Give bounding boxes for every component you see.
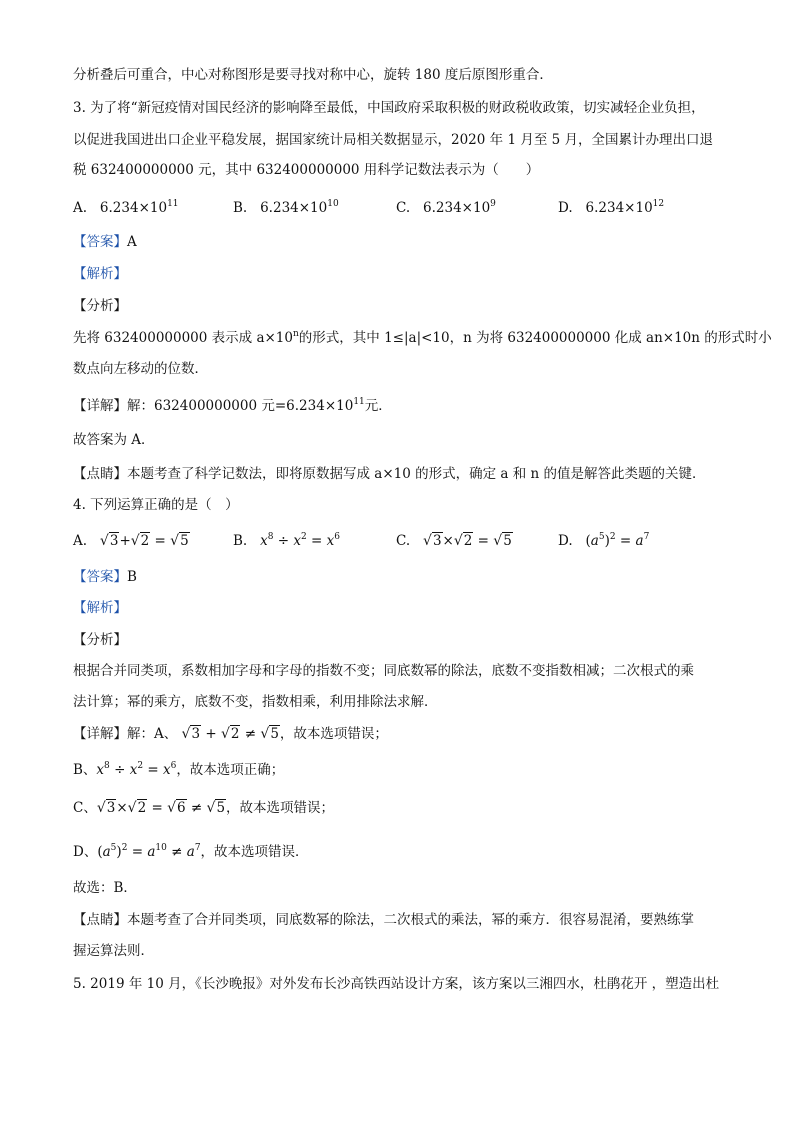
option-letter: B. (233, 533, 248, 549)
q4-detail-c (73, 799, 334, 817)
option-letter: D. (558, 533, 573, 549)
text-line: 分析叠后可重合，中心对称图形是要寻找对称中心，旋转 180 度后原图形重合． (73, 67, 553, 83)
analysis-tag: 【解析】 (73, 600, 127, 616)
option-a (73, 532, 190, 550)
q3-analysis-line-1 (73, 329, 772, 347)
q3-analysis-line-2: 数点向左移动的位数． (73, 361, 208, 377)
answer-tag: 【答案】 (73, 234, 127, 250)
q4-analysis-line-2: 法计算；幂的乘方，底数不变，指数相乘，利用排除法求解． (73, 694, 438, 710)
text-span: 元． (364, 398, 392, 414)
option-letter: A. (73, 533, 88, 549)
option-value: 6.234×10 (99, 200, 168, 216)
option-c (396, 199, 496, 217)
option-value: 6.234×10 (260, 200, 328, 216)
text-span: 的形式，其中 1≤|a|<10，n 为将 632400000000 化成 an×10n 的形式时小 (298, 330, 772, 346)
q3-dianjing: 【点睛】本题考查了科学记数法，即将原数据写成 a×10 的形式，确定 a 和 n 的值是解答此类题的关键． (73, 466, 706, 482)
answer-tag: 【答案】 (73, 569, 127, 585)
question-3-line-2: 以促进我国进出口企业平稳发展，据国家统计局相关数据显示，2020 年 1 月至 5 月，全国累计办理出口退 (73, 132, 713, 148)
math-expression: $(a^5)^2 = a^{10} \ne a^7$ (97, 843, 201, 860)
answer-line (73, 568, 137, 586)
option-letter: C. (396, 200, 411, 216)
exponent: 11 (353, 397, 365, 407)
option-letter: D. (558, 200, 573, 216)
option-letter: B. (233, 200, 248, 216)
q4-dianjing-2: 握运算法则． (73, 943, 154, 959)
text-span: C、 (73, 800, 97, 816)
option-d (558, 532, 649, 550)
text-span: D、 (73, 844, 98, 860)
math-expression: $x^8 \div x^2 = x^6$ (260, 532, 340, 549)
option-d (558, 199, 664, 217)
text-span: ，故本选项错误； (279, 726, 388, 742)
analysis-tag: 【解析】 (73, 266, 127, 282)
option-value: 6.234×10 (585, 200, 653, 216)
text-span: 【详解】解：A、 (73, 726, 178, 742)
text-span: ，故本选项错误； (226, 800, 335, 816)
option-exponent: 11 (167, 199, 179, 209)
option-letter: C. (396, 533, 411, 549)
option-b (233, 532, 340, 550)
question-3-line-3: 税 632400000000 元，其中 632400000000 用科学记数法表示为（ ） (73, 162, 540, 178)
question-4-stem: 4. 下列运算正确的是（ ） (73, 497, 239, 513)
option-exponent: 12 (652, 199, 665, 209)
q4-result: 故选：B． (73, 880, 137, 896)
q4-dianjing-1: 【点睛】本题考查了合并同类项，同底数幂的除法，二次根式的乘法，幂的乘方．很容易混淆，要熟练掌 (73, 912, 694, 928)
text-span: ，故本选项正确； (176, 762, 285, 778)
fenxi-tag: 【分析】 (73, 298, 127, 314)
text-span: 【详解】解：632400000000 元=6.234×10 (73, 398, 354, 414)
option-a (73, 199, 179, 217)
option-exponent: 10 (327, 199, 339, 209)
question-5-line-1: 5. 2019 年 10 月，《长沙晚报》对外发布长沙高铁西站设计方案，该方案以三湘四水，杜鹃花开 ，塑造出杜 (73, 976, 720, 992)
text-span: B、 (73, 762, 97, 778)
math-expression: √3×√2 = √5 (423, 533, 512, 549)
math-expression: √3×√2 = √6 ≠ √5 (96, 800, 226, 816)
answer-line (73, 233, 137, 251)
math-expression: $(a^5)^2 = a^7$ (585, 532, 650, 549)
text-span: ，故本选项错误． (200, 844, 309, 860)
option-value: 6.234×10 (423, 200, 491, 216)
q4-detail-b (73, 761, 284, 779)
option-exponent: 9 (490, 199, 496, 209)
question-3-line-1: 3. 为了将“新冠疫情对国民经济的影响降至最低，中国政府采取积极的财政税收政策，切实减轻企业负担， (73, 100, 705, 116)
math-expression: √3+√2 = √5 (99, 533, 189, 549)
option-letter: A. (73, 200, 88, 216)
q4-detail-d (73, 843, 309, 861)
fenxi-tag: 【分析】 (73, 632, 127, 648)
exponent: n (292, 329, 299, 339)
q4-detail-a (73, 725, 388, 743)
q4-analysis-line-1: 根据合并同类项，系数相加字母和字母的指数不变；同底数幂的除法，底数不变指数相减；二次根式的乘 (73, 663, 694, 679)
text-span: 先将 632400000000 表示成 a×10 (73, 330, 293, 346)
math-expression: √3 + √2 ≠ √5 (181, 726, 279, 742)
answer-value: B (127, 569, 137, 585)
option-b (233, 199, 339, 217)
q3-detail (73, 397, 392, 415)
answer-value: A (127, 234, 137, 250)
option-c (396, 532, 513, 550)
math-expression: $x^8 \div x^2 = x^6$ (96, 761, 177, 778)
q3-result: 故答案为 A． (73, 432, 155, 448)
